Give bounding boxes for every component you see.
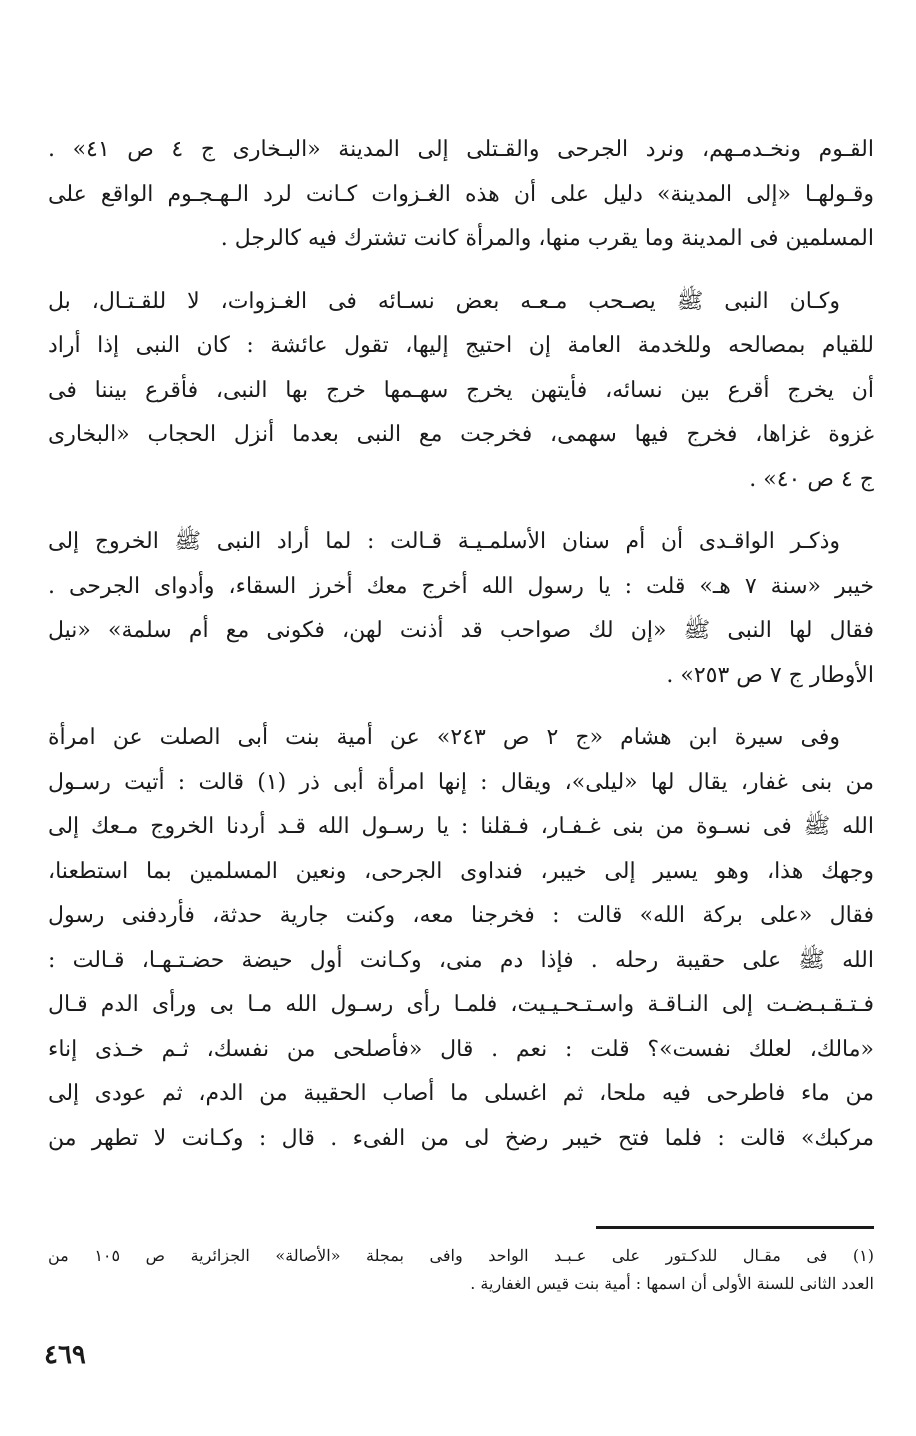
text-line: فقال «على بركة الله» قالت : فخرجنا معه، وكنت جارية حدثة، فأردفنى رسول <box>48 903 874 928</box>
text-line: الأوطار ج ٧ ص ٢٥٣» . <box>666 662 874 688</box>
text-line: الله ﷺ فى نسـوة من بنى غـفـار، فـقلنا : يا رسـول الله قـد أردنا الخروج مـعك إلى <box>48 814 874 839</box>
footnote-line: (١) فى مقـال للدكـتور على عـبـد الواحد وافى بمجلة «الأصالة» الجزائرية ص ١٠٥ من <box>48 1246 874 1265</box>
text-line: خيبر «سنة ٧ هـ» قلت : يا رسول الله أخرج معك أخرز السقاء، وأدواى الجرحى . <box>48 573 874 599</box>
text-line: وذكـر الواقـدى أن أم سنان الأسلمـيـة قـالت : لما أراد النبى ﷺ الخروج إلى <box>48 529 840 554</box>
text-line: للقيام بمصالحه وللخدمة العامة إن احتيج إليها، تقول عائشة : كان النبى إذا أراد <box>48 333 874 358</box>
text-line: القـوم ونخـدمـهم، ونرد الجرحى والقـتلى إلى المدينة «البـخارى ج ٤ ص ٤١» . <box>48 137 874 162</box>
text-line: ج ٤ ص ٤٠» . <box>749 466 874 492</box>
main-text <box>48 128 874 1179</box>
text-line: مركبك» قالت : فلما فتح خيبر رضخ لى من الفىء . قال : وكـانت لا تطهر من <box>48 1125 874 1151</box>
footnote <box>48 1242 874 1298</box>
footnote-divider <box>596 1226 874 1229</box>
text-line: الله ﷺ على حقيبة رحله . فإذا دم منى، وكـانت أول حيضة حضـتـهـا، قـالت : <box>48 947 874 973</box>
text-line: من ماء فاطرحى فيه ملحا، ثم اغسلى ما أصاب الحقيبة من الدم، ثم عودى إلى <box>48 1081 874 1106</box>
text-line: أن يخرج أقرع بين نسائه، فأيتهن يخرج سهـمها خرج بها النبى، فأقرع بيننا فى <box>48 377 874 403</box>
text-line: فقال لها النبى ﷺ «إن لك صواحب قد أذنت لهن، فكونى مع أم سلمة» «نيل <box>48 618 874 643</box>
paragraph-2 <box>48 280 874 503</box>
text-line: وقـولهـا «إلى المدينة» دليل على أن هذه الغـزوات كـانت لرد الـهـجـوم الواقع على <box>48 181 874 207</box>
text-line: فـتـقـبـضـت إلى النـاقـة واسـتـحـيـيت، فلمـا رأى رسـول الله مـا بى ورأى الدم قـال <box>48 992 874 1017</box>
text-line: غزوة غزاها، فخرج فيها سهمى، فخرجت مع النبى بعدما أنزل الحجاب «البخارى <box>48 422 874 447</box>
text-line: وكـان النبى ﷺ يصـحب مـعـه بعض نسـائه فى الغـزوات، لا للقـتـال، بل <box>48 288 840 314</box>
text-line: المسلمين فى المدينة وما يقرب منها، والمرأة كانت تشترك فيه كالرجل . <box>220 226 874 251</box>
text-line: «مالك، لعلك نفست»؟ قلت : نعم . قال «فأصلحى من نفسك، ثـم خـذى إناء <box>48 1036 874 1062</box>
footnote-line: العدد الثانى للسنة الأولى أن اسمها : أمية بنت قيس الغفارية . <box>470 1274 874 1293</box>
text-line: وفى سيرة ابن هشام «ج ٢ ص ٢٤٣» عن أمية بنت أبى الصلت عن امرأة <box>48 725 840 750</box>
paragraph-4 <box>48 716 874 1161</box>
text-line: وجهك هذا، وهو يسير إلى خيبر، فنداوى الجرحى، ونعين المسلمين بما استطعنا، <box>48 858 874 884</box>
paragraph-1 <box>48 128 874 262</box>
page-number: ٤٦٩ <box>44 1340 86 1370</box>
text-line: من بنى غفار، يقال لها «ليلى»، ويقال : إنها امرأة أبى ذر (١) قالت : أتيت رسـول <box>48 769 874 795</box>
paragraph-3 <box>48 520 874 698</box>
